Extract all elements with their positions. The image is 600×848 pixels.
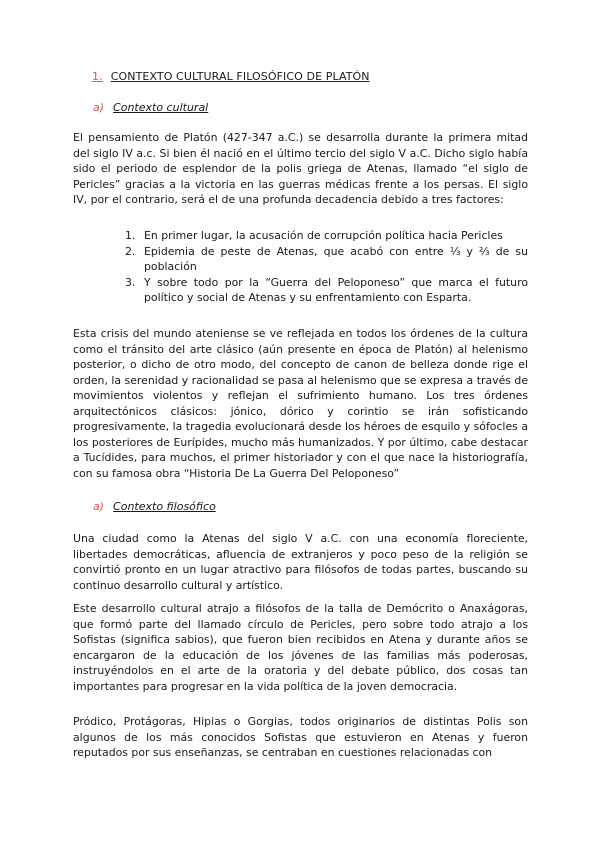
heading-number: 1.	[92, 70, 103, 83]
list-item	[125, 228, 528, 244]
paragraph-sophists: Este desarrollo cultural atrajo a filósofos de la talla de Demócrito o Anaxágoras, que formó parte del llamado círculo de Pericles, pero sobre todo atrajo a los Sofistas (significa sabios), que fueron bien recibidos en Atena y durante años se encargaron de la educación de los jóvenes de las familias más poderosas, instruyéndolos en el arte de la oratoria y del debate público, dos cosas tan importantes para progresar en la vida política de la joven democracia.	[73, 602, 528, 693]
paragraph-intro: El pensamiento de Platón (427-347 a.C.) se desarrolla durante la primera mitad del siglo IV a.c. Si bien él nació en el último tercio del siglo V a.C. Dicho siglo había sido el periodo de esplendor de la polis griega de Atenas, llamado “el siglo de Pericles” gracias a la victoria en las guerras médicas frente a los persas. El siglo IV, por el contrario, será el de una profunda decadencia debido a tres factores:	[73, 131, 528, 206]
list-number: 3.	[125, 275, 136, 289]
subheading-letter: a)	[93, 101, 105, 114]
list-text: En primer lugar, la acusación de corrupción política hacia Pericles	[144, 229, 503, 242]
subheading-title: Contexto filosófico	[113, 500, 216, 513]
factors-list	[125, 228, 528, 306]
list-text: Epidemia de peste de Atenas, que acabó con entre ⅓ y ⅔ de su población	[144, 244, 528, 273]
list-text: Y sobre todo por la “Guerra del Peloponeso” que marca el futuro político y social de Atenas y su enfrentamiento con Esparta.	[144, 275, 528, 304]
list-number: 1.	[125, 229, 136, 242]
heading-title: CONTEXTO CULTURAL FILOSÓFICO DE PLATÓN	[110, 70, 370, 83]
section-heading	[92, 70, 370, 83]
list-item	[125, 244, 528, 275]
paragraph-sophists-names: Pródico, Protágoras, Hipias o Gorgias, todos originarios de distintas Polis son algunos de los más conocidos Sofistas que estuvieron en Atenas y fueron reputados por sus enseñanzas, se centraban en cuestiones relacionadas con	[73, 715, 528, 759]
paragraph-athens: Una ciudad como la Atenas del siglo V a.C. con una economía floreciente, libertades democráticas, afluencia de extranjeros y poco peso de la religión se convirtió pronto en un lugar atractivo para filósofos de todas partes, buscando su continuo desarrollo cultural y artístico.	[73, 532, 528, 592]
list-number: 2.	[125, 244, 136, 258]
subheading-filosofico	[93, 500, 216, 513]
paragraph-crisis: Esta crisis del mundo ateniense se ve reflejada en todos los órdenes de la cultura como el tránsito del arte clásico (aún presente en época de Platón) al helenismo posterior, o dicho de otro modo, del concepto de canon de belleza donde rige el orden, la serenidad y racionalidad se pasa al helenismo que se expresa a través de movimientos violentos y reflejan el sufrimiento humano. Los tres órdenes arquitectónicos clásicos: jónico, dórico y corintio se irán sofisticando progresivamente, la tragedia evolucionará desde los héroes de esquilo y sófocles a los posteriores de Eurípides, mucho más humanizados. Y por último, cabe destacar a Tucídides, para muchos, el primer historiador y con el que nace la historiografía, con su famosa obra “Historia De La Guerra Del Peloponeso”	[73, 327, 529, 480]
subheading-cultural	[93, 101, 208, 114]
subheading-title: Contexto cultural	[113, 101, 209, 114]
list-item	[125, 275, 528, 306]
subheading-letter: a)	[93, 500, 105, 513]
